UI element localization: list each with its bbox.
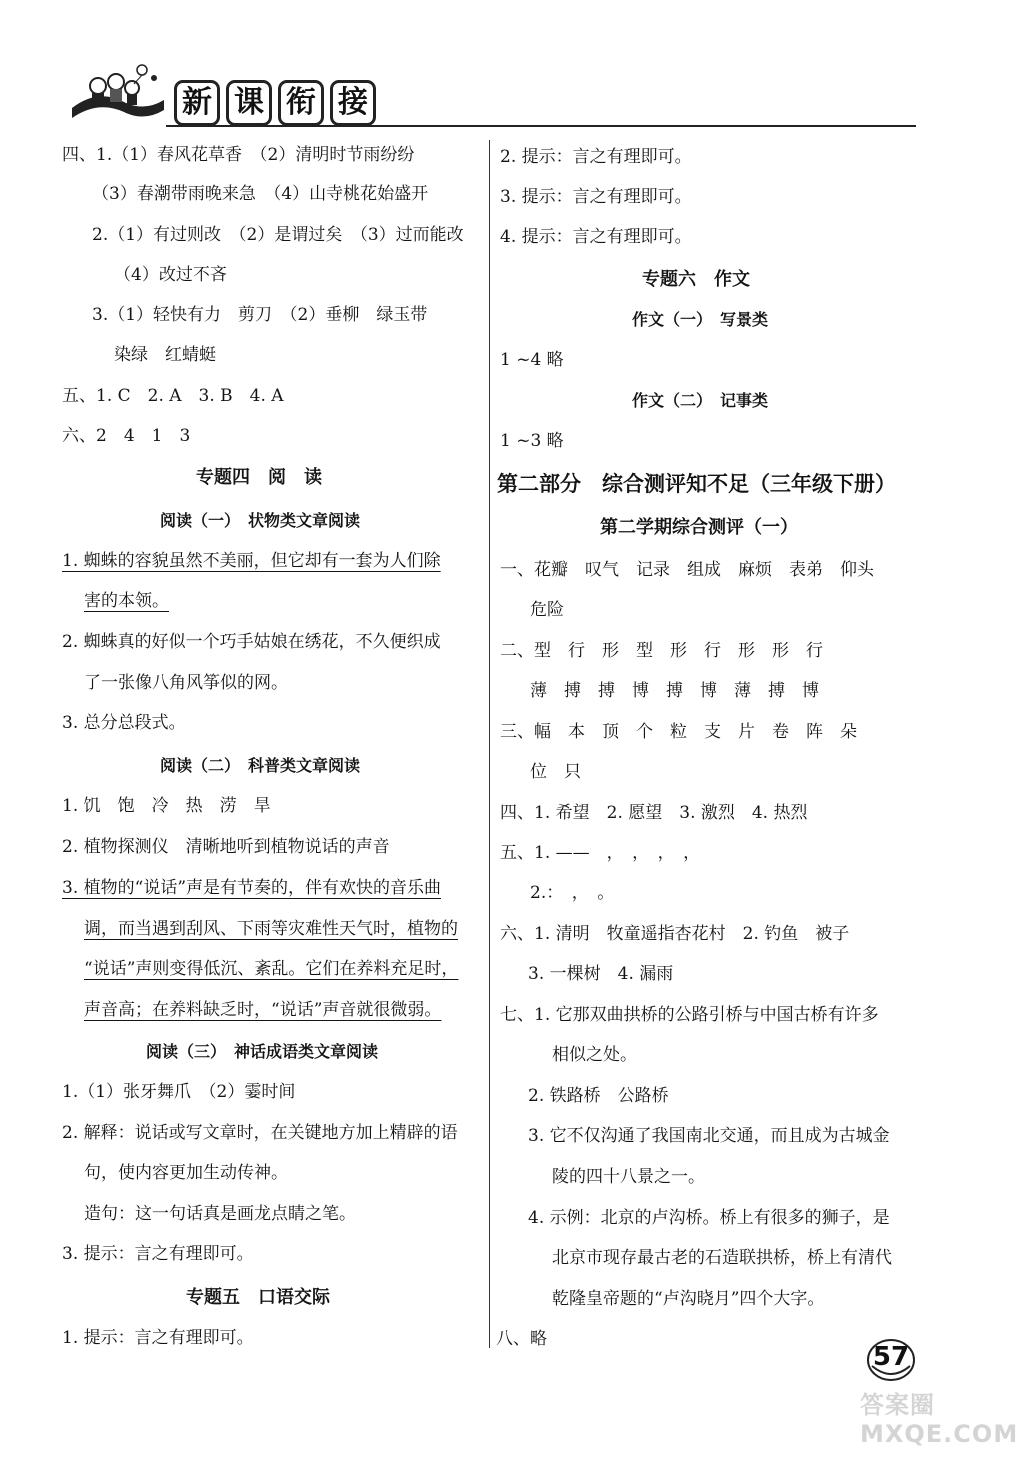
- answer-line: 1. 提示：言之有理即可。: [62, 1328, 254, 1348]
- page-number-badge: [866, 1336, 916, 1382]
- title-char: 课: [226, 80, 272, 126]
- answer-line: 了一张像八角风筝似的网。: [84, 673, 288, 693]
- answer-line: 4. 示例：北京的卢沟桥。桥上有很多的狮子，是: [528, 1208, 890, 1228]
- answer-line: 造句：这一句话真是画龙点睛之笔。: [84, 1204, 356, 1224]
- answer-line: 染绿 红蜻蜓: [114, 345, 216, 365]
- answer-line: 四、1.（1）春风花草香 （2）清明时节雨纷纷: [62, 145, 415, 165]
- answer-line: 六、1. 清明 牧童遥指杏花村 2. 钓鱼 被子: [500, 924, 850, 944]
- answer-line: 危险: [530, 600, 564, 620]
- answer-line: 八、略: [496, 1329, 547, 1349]
- answer-line: 调，而当遇到刮风、下雨等灾难性天气时，植物的: [84, 919, 458, 939]
- answer-line: 3. 提示：言之有理即可。: [500, 187, 692, 207]
- answer-line: 陵的四十八景之一。: [552, 1167, 705, 1187]
- answer-line: 2. 提示：言之有理即可。: [500, 147, 692, 167]
- answer-line: 1 ~3 略: [500, 431, 564, 451]
- answer-line: 2. 植物探测仪 清晰地听到植物说话的声音: [62, 837, 390, 857]
- part-heading: 第二部分 综合测评知不足（三年级下册）: [497, 472, 896, 496]
- answer-line: 句，使内容更加生动传神。: [84, 1163, 288, 1183]
- column-divider: [489, 140, 490, 1348]
- answer-line: 1. 饥 饱 冷 热 涝 旱: [62, 796, 271, 816]
- answer-line: 4. 提示：言之有理即可。: [500, 227, 692, 247]
- answer-line: 北京市现存最古老的石造联拱桥，桥上有清代: [552, 1248, 892, 1268]
- section-heading: 专题五 口语交际: [186, 1287, 330, 1308]
- answer-line: 相似之处。: [552, 1045, 637, 1065]
- answer-line: “说话”声则变得低沉、紊乱。它们在养料充足时，: [84, 959, 459, 979]
- children-logo-icon: [68, 62, 168, 126]
- answer-line: 3. 植物的“说话”声是有节奏的，伴有欢快的音乐曲: [62, 878, 442, 898]
- answer-line: 害的本领。: [84, 591, 169, 611]
- answer-line: 2.（1）有过则改 （2）是谓过矣 （3）过而能改: [92, 225, 464, 245]
- subsection-heading: 作文（二） 记事类: [632, 391, 769, 410]
- answer-line: 三、幅 本 顶 个 粒 支 片 卷 阵 朵: [500, 722, 857, 742]
- subsection-heading: 作文（一） 写景类: [632, 310, 769, 329]
- answer-line: 1 ~4 略: [500, 350, 564, 370]
- answer-line: 3.（1）轻快有力 剪刀 （2）垂柳 绿玉带: [92, 305, 428, 325]
- answer-line: 3. 总分总段式。: [62, 713, 186, 733]
- answer-line: 2. 蜘蛛真的好似一个巧手姑娘在绣花，不久便织成: [62, 632, 441, 652]
- book-series-title: [174, 80, 382, 126]
- section-heading: 专题四 阅 读: [196, 467, 322, 488]
- page-header: [68, 62, 916, 132]
- subsection-heading: 阅读（二） 科普类文章阅读: [160, 756, 361, 775]
- answer-line: 七、1. 它那双曲拱桥的公路引桥与中国古桥有许多: [500, 1005, 879, 1025]
- answer-line: 六、2 4 1 3: [62, 426, 191, 446]
- answer-line: 四、1. 希望 2. 愿望 3. 激烈 4. 热烈: [500, 803, 808, 823]
- page-number: 57: [872, 1342, 910, 1372]
- title-char: 接: [330, 80, 376, 126]
- answer-line: 2. 解释：说话或写文章时，在关键地方加上精辟的语: [62, 1123, 458, 1143]
- answer-line: 1. 蜘蛛的容貌虽然不美丽，但它却有一套为人们除: [62, 551, 441, 571]
- subsection-heading: 阅读（一） 状物类文章阅读: [160, 511, 361, 530]
- answer-line: 薄 搏 搏 博 搏 博 薄 搏 博: [530, 681, 819, 701]
- answer-line: （3）春潮带雨晚来急 （4）山寺桃花始盛开: [92, 184, 429, 204]
- section-heading: 专题六 作文: [642, 269, 750, 290]
- answer-line: 3. 一棵树 4. 漏雨: [528, 964, 674, 984]
- title-char: 新: [174, 80, 220, 126]
- test-heading: 第二学期综合测评（一）: [600, 517, 798, 538]
- answer-line: 乾隆皇帝题的“卢沟晓月”四个大字。: [552, 1289, 825, 1309]
- header-rule: [166, 125, 916, 127]
- answer-line: 3. 提示：言之有理即可。: [62, 1244, 254, 1264]
- answer-line: 五、1. C 2. A 3. B 4. A: [62, 386, 284, 406]
- answer-line: （4）改过不吝: [114, 265, 227, 285]
- answer-line: 位 只: [530, 762, 581, 782]
- title-char: 衔: [278, 80, 324, 126]
- answer-line: 一、花瓣 叹气 记录 组成 麻烦 表弟 仰头: [500, 560, 874, 580]
- answer-line: 1.（1）张牙舞爪 （2）霎时间: [62, 1082, 296, 1102]
- answer-line: 2.： ， 。: [530, 883, 615, 903]
- answer-line: 2. 铁路桥 公路桥: [528, 1086, 669, 1106]
- watermark: 答案圈 MXQE.COM: [860, 1391, 1018, 1448]
- answer-line: 二、型 行 形 型 形 行 形 形 行: [500, 641, 823, 661]
- subsection-heading: 阅读（三） 神话成语类文章阅读: [146, 1042, 379, 1061]
- answer-line: 3. 它不仅沟通了我国南北交通，而且成为古城金: [528, 1126, 890, 1146]
- answer-line: 声音高；在养料缺乏时，“说话”声音就很微弱。: [84, 1000, 442, 1020]
- answer-line: 五、1. —— ， ， ， ，: [500, 843, 701, 863]
